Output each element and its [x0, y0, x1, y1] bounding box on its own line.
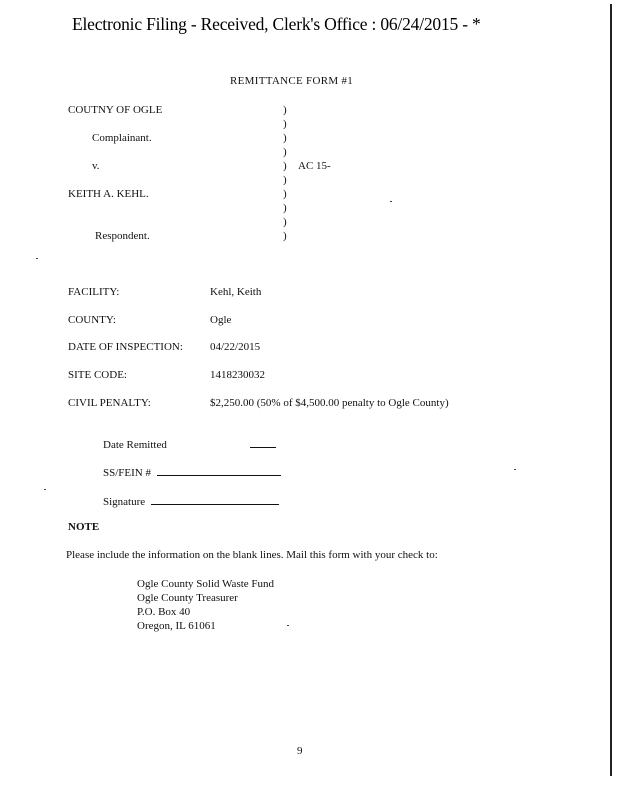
- inspection-date-label: DATE OF INSPECTION:: [68, 341, 183, 353]
- caption-parentheses: ) ) ) ) ) ) ) ) ) ): [283, 104, 287, 242]
- note-heading: NOTE: [68, 521, 100, 533]
- scan-speck: [36, 258, 38, 259]
- site-code-value: 1418230032: [210, 369, 265, 381]
- inspection-date-value: 04/22/2015: [210, 341, 261, 353]
- scan-speck: [287, 625, 289, 626]
- date-remitted-field[interactable]: [103, 437, 276, 451]
- address-line-2: Ogle County Treasurer: [137, 592, 238, 604]
- civil-penalty-label: CIVIL PENALTY:: [68, 397, 151, 409]
- county-label: COUNTY:: [68, 314, 116, 326]
- signature-line: [151, 494, 279, 505]
- signature-field[interactable]: [103, 494, 279, 508]
- address-line-3: P.O. Box 40: [137, 606, 191, 618]
- civil-penalty-value: $2,250.00 (50% of $4,500.00 penalty to Ogle County): [210, 397, 449, 409]
- complainant-name: COUTNY OF OGLE: [68, 104, 163, 116]
- scan-speck: [44, 489, 46, 490]
- ssfein-line: [157, 465, 281, 476]
- versus-text: v.: [92, 160, 100, 172]
- margin-line: [610, 4, 612, 776]
- filing-stamp: Electronic Filing - Received, Clerk's Office : 06/24/2015 - *: [72, 14, 481, 34]
- complainant-role: Complainant.: [92, 132, 152, 144]
- scan-speck: [390, 201, 392, 202]
- respondent-role: Respondent.: [95, 230, 150, 242]
- respondent-name: KEITH A. KEHL.: [68, 188, 149, 200]
- form-title: REMITTANCE FORM #1: [230, 75, 354, 87]
- ssfein-label: SS/FEIN #: [103, 467, 151, 479]
- note-text: Please include the information on the blank lines. Mail this form with your check to:: [66, 549, 438, 561]
- signature-label: Signature: [103, 496, 146, 508]
- county-value: Ogle: [210, 314, 232, 326]
- facility-label: FACILITY:: [68, 286, 120, 298]
- address-line-4: Oregon, IL 61061: [137, 620, 216, 632]
- scan-speck: [514, 469, 516, 470]
- address-line-1: Ogle County Solid Waste Fund: [137, 578, 275, 590]
- date-remitted-line: [250, 437, 276, 448]
- page-number: 9: [297, 745, 303, 757]
- mailing-address: [137, 577, 274, 633]
- site-code-label: SITE CODE:: [68, 369, 127, 381]
- facility-value: Kehl, Keith: [210, 286, 262, 298]
- date-remitted-label: Date Remitted: [103, 439, 167, 451]
- case-number: AC 15-: [298, 160, 331, 172]
- ssfein-field[interactable]: [103, 465, 281, 479]
